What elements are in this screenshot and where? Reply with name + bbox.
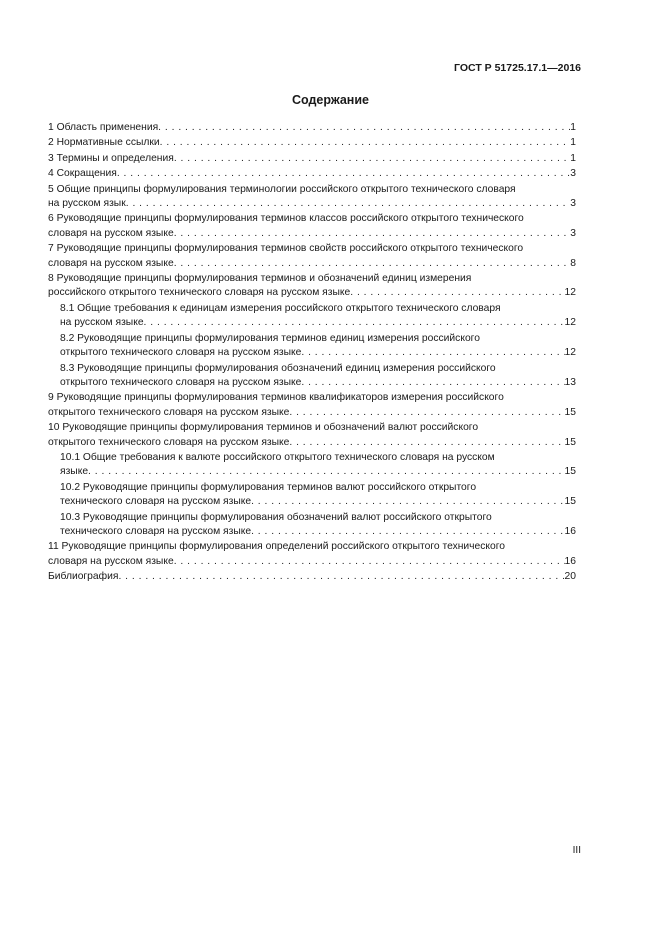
toc-page-number: 3 [570, 198, 576, 210]
toc-page-number: 8 [570, 257, 576, 269]
toc-entry-text: технического словаря на русском языке [60, 496, 252, 508]
toc-entry-text: 5 Общие принципы формулирования терминологии российского открытого технического словаря [48, 183, 516, 195]
toc-entry-text: открытого технического словаря на русском языке [48, 436, 290, 448]
toc-entry-text: 10 Руководящие принципы формулирования терминов и обозначений валют российского [48, 422, 479, 434]
toc-entry[interactable] [48, 570, 576, 584]
page-number: III [572, 845, 581, 856]
toc-entry[interactable] [48, 421, 576, 450]
dot-leader [251, 495, 564, 509]
toc-entry-text: открытого технического словаря на русском языке [60, 347, 302, 359]
toc-entry[interactable] [48, 451, 576, 480]
toc-entry[interactable] [48, 152, 576, 166]
document-code-header: ГОСТ Р 51725.17.1—2016 [454, 62, 581, 74]
toc-entry-text: 7 Руководящие принципы формулирования терминов свойств российского открытого технического [48, 243, 524, 255]
toc-entry-text: 11 Руководящие принципы формулирования определений российского открытого технического [48, 541, 505, 553]
toc-page-number: 1 [570, 122, 576, 133]
toc-entry[interactable] [48, 481, 576, 510]
toc-page-number: 12 [564, 287, 576, 299]
contents-title: Содержание [291, 93, 369, 107]
dot-leader [88, 465, 564, 479]
toc-entry-text: 3 Термины и определения [48, 152, 174, 164]
toc-page-number: 16 [564, 525, 576, 537]
toc-entry-text: словаря на русском языке [48, 257, 174, 269]
toc-entry-text: 10.1 Общие требования к валюте российского открытого технического словаря на русском [60, 451, 495, 463]
toc-entry-text: 8.1 Общие требования к единицам измерения российского открытого технического словаря [60, 302, 501, 314]
toc-entry[interactable] [48, 540, 576, 569]
toc-page-number: 1 [570, 152, 576, 164]
toc-entry-text: технического словаря на русском языке [60, 525, 252, 537]
dot-leader [174, 555, 565, 569]
dot-leader [160, 136, 571, 150]
dot-leader [289, 406, 564, 420]
toc-entry[interactable] [48, 272, 576, 301]
toc-entry[interactable] [48, 167, 576, 181]
toc-entry-text: языке [60, 466, 89, 478]
toc-page-number: 12 [564, 347, 576, 359]
dot-leader [174, 227, 571, 241]
toc-entry[interactable] [48, 183, 576, 212]
toc-page-number: 20 [564, 571, 576, 583]
dot-leader [251, 525, 564, 539]
toc-page-number: 15 [564, 436, 576, 448]
toc-page-number: 16 [564, 555, 576, 567]
toc-entry[interactable] [48, 391, 576, 420]
toc-entry[interactable] [48, 332, 576, 361]
toc-entry[interactable] [48, 242, 576, 271]
toc-entry-text: 10.3 Руководящие принципы формулирования обозначений валют российского открытого [60, 511, 492, 523]
toc-entry-text: на русском языке [60, 317, 144, 329]
dot-leader [144, 316, 565, 330]
toc-page-number: 15 [564, 466, 576, 478]
toc-page-number: 15 [564, 406, 576, 418]
toc-entry[interactable] [48, 136, 576, 150]
toc-page-number: 3 [570, 227, 576, 239]
toc-entry-text: 2 Нормативные ссылки [48, 137, 160, 149]
toc-page-number: 12 [564, 317, 576, 329]
toc-entry-text: Библиография [48, 571, 119, 583]
dot-leader [174, 257, 571, 271]
toc-entry-text: российского открытого технического словаря на русском языке [48, 287, 351, 299]
toc-page-number: 3 [570, 168, 576, 180]
toc-entry-text: 8.3 Руководящие принципы формулирования обозначений единиц измерения российского [60, 362, 496, 374]
toc-entry-text: 9 Руководящие принципы формулирования терминов квалификаторов измерения российского [48, 392, 504, 404]
toc-entry-text: открытого технического словаря на русском языке [48, 406, 290, 418]
toc-entry-text: 8 Руководящие принципы формулирования терминов и обозначений единиц измерения [48, 273, 472, 285]
toc-page-number: 15 [564, 496, 576, 508]
toc-page-number: 1 [570, 137, 576, 149]
toc-entry[interactable] [48, 212, 576, 241]
dot-leader [301, 346, 564, 360]
toc-entry[interactable] [48, 121, 576, 135]
toc-entry-text: 1 Область применения [48, 122, 159, 133]
dot-leader [350, 286, 564, 300]
dot-leader [118, 570, 564, 584]
toc-entry-text: открытого технического словаря на русском языке [60, 376, 302, 388]
toc-entry[interactable] [48, 302, 576, 331]
dot-leader [158, 121, 570, 135]
toc-entry-text: 4 Сокращения [48, 168, 117, 180]
toc-entry-text: 6 Руководящие принципы формулирования терминов классов российского открытого технического [48, 213, 524, 225]
toc-entry[interactable] [48, 362, 576, 391]
toc-entry-text: 8.2 Руководящие принципы формулирования терминов единиц измерения российского [60, 332, 480, 344]
toc-page-number: 13 [564, 376, 576, 388]
toc-entry[interactable] [48, 511, 576, 540]
toc-entry-text: словаря на русском языке [48, 227, 174, 239]
toc-entry-text: 10.2 Руководящие принципы формулирования терминов валют российского открытого [60, 481, 477, 493]
dot-leader [126, 197, 571, 211]
dot-leader [301, 376, 564, 390]
dot-leader [289, 436, 564, 450]
table-of-contents [48, 121, 576, 586]
toc-entry-text: на русском язык [48, 198, 126, 210]
toc-entry-text: словаря на русском языке [48, 555, 174, 567]
dot-leader [117, 167, 570, 181]
dot-leader [174, 152, 570, 166]
